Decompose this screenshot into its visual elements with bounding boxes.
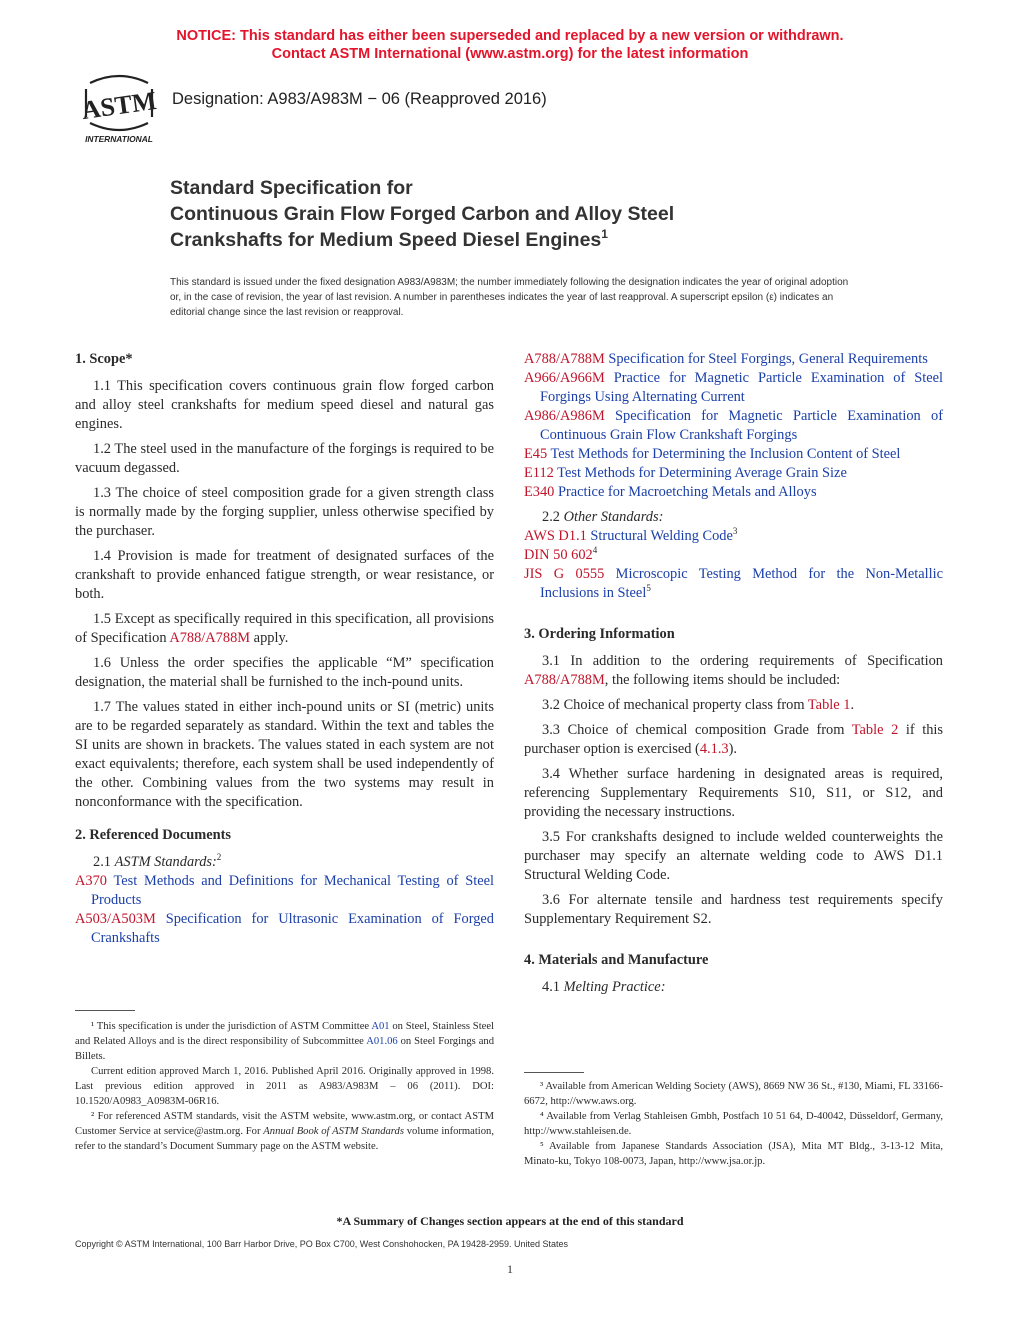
footnote-4: ⁴ Available from Verlag Stahleisen Gmbh, Postfach 10 51 64, D-40042, Düsseldorf, Germany, http://www.stahleisen.de.	[524, 1111, 943, 1137]
title-line-1: Standard Specification for	[170, 177, 413, 199]
para-4-1: 4.1 Melting Practice:	[542, 979, 666, 995]
logo-caption: INTERNATIONAL	[85, 134, 153, 144]
copyright-line: Copyright © ASTM International, 100 Barr Harbor Drive, PO Box C700, West Conshohocken, PA 19428-2959. United States	[75, 1239, 569, 1249]
ref-e45[interactable]: E45 Test Methods for Determining the Inclusion Content of Steel	[524, 446, 901, 462]
ref-aws-d1-1[interactable]: AWS D1.1 Structural Welding Code$^3$	[524, 526, 738, 544]
document-title	[170, 175, 674, 253]
para-1-5: 1.5 Except as specifically required in this specification, all provisions of Specification A788/A788M apply.	[75, 611, 494, 646]
withdrawal-notice	[0, 27, 1020, 63]
page-number: 1	[507, 1262, 513, 1276]
para-3-6: 3.6 For alternate tensile and hardness test requirements specify Supplementary Requirement S2.	[524, 892, 943, 927]
section-1-heading: 1. Scope*	[75, 351, 133, 367]
link-a01-06[interactable]: A01.06	[366, 1036, 398, 1047]
para-1-2: 1.2 The steel used in the manufacture of the forgings is required to be vacuum degassed.	[75, 441, 494, 476]
para-1-1: 1.1 This specification covers continuous grain flow forged carbon and alloy steel crankshafts for medium speed diesel and natural gas engines.	[75, 378, 494, 432]
para-3-3: 3.3 Choice of chemical composition Grade from Table 2 if this purchaser option is exercised (4.1.3).	[524, 722, 944, 757]
title-footnote-mark: 1	[601, 227, 608, 241]
left-column	[75, 350, 494, 948]
footnote-3: ³ Available from American Welding Society (AWS), 8669 NW 36 St., #130, Miami, FL 33166-6672, http://www.aws.org.	[524, 1081, 943, 1107]
para-3-2: 3.2 Choice of mechanical property class from Table 1.	[542, 697, 855, 713]
link-4-1-3[interactable]: 4.1.3	[699, 741, 729, 757]
link-table-2[interactable]: Table 2	[851, 722, 899, 738]
para-1-4: 1.4 Provision is made for treatment of designated surfaces of the crankshaft to provide enhanced fatigue strength, or wear resistance, or both.	[75, 548, 494, 602]
para-2-1: 2.1 ASTM Standards:$^2$	[93, 852, 222, 870]
notice-line-2: Contact ASTM International (www.astm.org) for the latest information	[271, 46, 749, 62]
ref-a966[interactable]: A966/A966M Practice for Magnetic Particle Examination of Steel Forgings Using Alternating Current	[524, 370, 943, 405]
summary-of-changes-note: *A Summary of Changes section appears at the end of this standard	[336, 1214, 684, 1228]
para-1-7: 1.7 The values stated in either inch-pound units or SI (metric) units are to be regarded separately as standard. Within the text and tables the SI units are shown in brackets. The values stated in each system are not exact equivalents; therefore, each system shall be used independently of the other. Combining values from the two systems may result in nonconformance with the specification.	[75, 699, 494, 810]
footnote-5: ⁵ Available from Japanese Standards Association (JSA), Mita MT Bldg., 3-13-12 Mita, Minato-ku, Tokyo 108-0073, Japan, http://www.jsa.or.jp.	[524, 1141, 943, 1167]
link-a788-ordering[interactable]: A788/A788M	[524, 672, 605, 688]
issuance-note: This standard is issued under the fixed designation A983/A983M; the number immediately following the designation indicates the year of original adoption or, in the case of revision, the year of last revision. A number in parentheses indicates the year of last reapproval. A superscript epsilon (ε) indicates an editorial change since the last revision or reapproval.	[170, 277, 849, 318]
designation: Designation: A983/A983M − 06 (Reapproved 2016)	[172, 90, 547, 108]
para-1-6: 1.6 Unless the order specifies the applicable “M” specification designation, the material shall be furnished to the inch-pound units.	[75, 655, 494, 690]
ref-a788[interactable]: A788/A788M Specification for Steel Forgings, General Requirements	[524, 351, 928, 367]
para-1-3: 1.3 The choice of steel composition grade for a given strength class is normally made by the forging supplier, unless otherwise specified by the purchaser.	[75, 485, 494, 539]
notice-line-1: NOTICE: This standard has either been superseded and replaced by a new version or withdrawn.	[176, 28, 844, 44]
title-line-2: Continuous Grain Flow Forged Carbon and Alloy Steel	[170, 203, 675, 225]
para-2-2: 2.2 Other Standards:	[542, 509, 664, 525]
ref-e112[interactable]: E112 Test Methods for Determining Average Grain Size	[524, 465, 847, 481]
footnotes-right	[524, 1072, 943, 1169]
ref-jis-g0555[interactable]: JIS G 0555 Microscopic Testing Method for the Non-Metallic Inclusions in Steel$^5$	[524, 566, 943, 601]
right-column	[524, 350, 943, 1003]
footnote-1: ¹ This specification is under the jurisdiction of ASTM Committee A01 on Steel, Stainless Steel and Related Alloys and is the direct responsibility of Subcommittee A01.06 on Steel Forgings and Billets.	[75, 1021, 494, 1062]
ref-e340[interactable]: E340 Practice for Macroetching Metals and Alloys	[524, 484, 817, 500]
para-3-5: 3.5 For crankshafts designed to include welded counterweights the purchaser may specify an alternate welding code to AWS D1.1 Structural Welding Code.	[524, 829, 943, 883]
link-table-1[interactable]: Table 1	[807, 697, 851, 713]
para-3-4: 3.4 Whether surface hardening in designated areas is required, referencing Supplementary Requirements S10, S11, or S12, and providing the necessary instructions.	[524, 766, 943, 820]
footnotes-left	[75, 1010, 494, 1154]
footnote-2: ² For referenced ASTM standards, visit the ASTM website, www.astm.org, or contact ASTM Customer Service at service@astm.org. For Annual Book of ASTM Standards volume information, refer to the standard’s Document Summary page on the ASTM website.	[75, 1111, 494, 1152]
title-line-3: Crankshafts for Medium Speed Diesel Engines$^1$	[170, 227, 608, 251]
footnote-1-edition: Current edition approved March 1, 2016. Published April 2016. Originally approved in 1998. Last previous edition approved in 2011 as A983/A983M – 06 (2011). DOI: 10.1520/A0983_A0983M-06R16.	[75, 1066, 494, 1107]
ref-a370[interactable]: A370 Test Methods and Definitions for Mechanical Testing of Steel Products	[75, 873, 494, 908]
para-3-1: 3.1 In addition to the ordering requirements of Specification A788/A788M, the following items should be included:	[524, 653, 943, 688]
astm-logo	[76, 73, 162, 145]
section-2-heading: 2. Referenced Documents	[75, 827, 231, 843]
link-a788[interactable]: A788/A788M	[169, 630, 251, 646]
ref-a503[interactable]: A503/A503M Specification for Ultrasonic Examination of Forged Crankshafts	[75, 911, 494, 946]
ref-a986[interactable]: A986/A986M Specification for Magnetic Particle Examination of Continuous Grain Flow Crankshaft Forgings	[524, 408, 943, 443]
section-3-heading: 3. Ordering Information	[524, 626, 675, 642]
link-a01[interactable]: A01	[371, 1021, 390, 1032]
section-4-heading: 4. Materials and Manufacture	[524, 952, 709, 968]
logo-letters: ASTM	[79, 85, 159, 126]
ref-din-50602[interactable]: DIN 50 $602^4$	[524, 545, 598, 563]
